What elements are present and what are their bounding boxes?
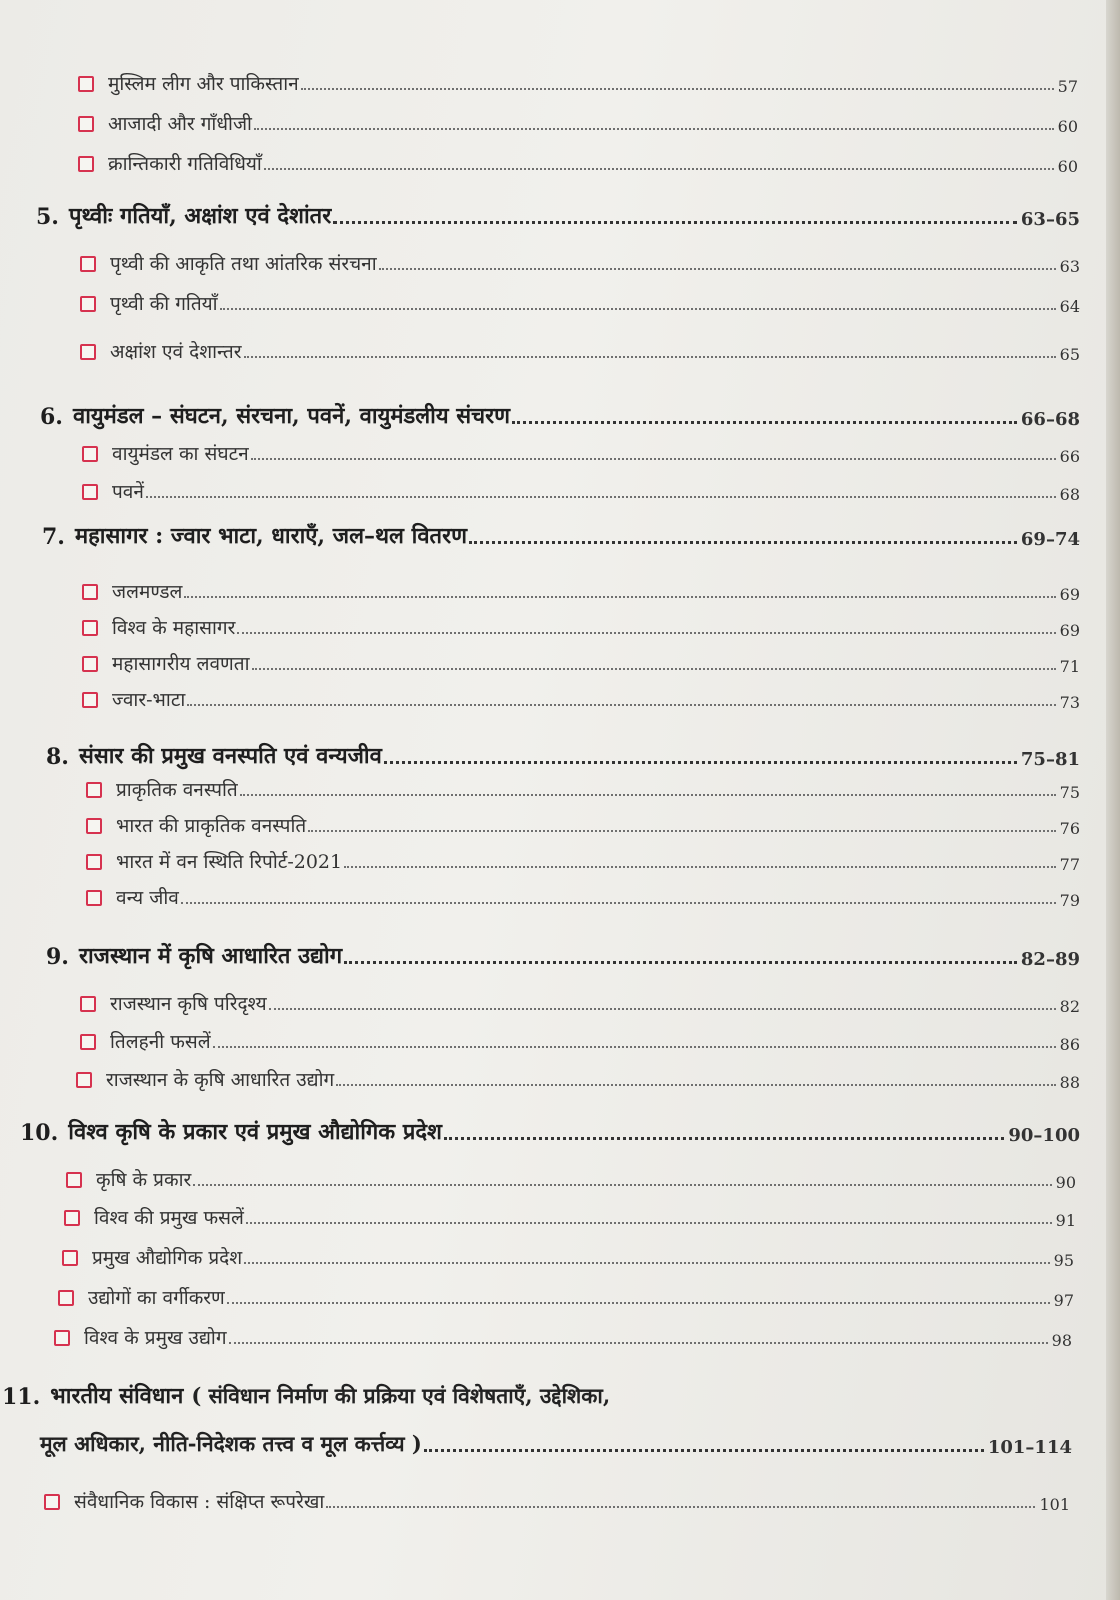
dot-leader [301, 88, 1054, 90]
section-number: 11. [2, 1384, 41, 1410]
entry-page: 60 [1057, 117, 1078, 136]
toc-entry [86, 812, 1080, 838]
entry-page: 57 [1057, 77, 1078, 96]
entry-title: ज्वार-भाटा [112, 689, 186, 711]
toc-entry [82, 478, 1080, 504]
dot-leader [181, 902, 1056, 904]
toc-section [46, 740, 1080, 770]
dot-leader [187, 704, 1055, 706]
entry-title: उद्योगों का वर्गीकरण [88, 1287, 225, 1309]
toc-entry [80, 250, 1080, 276]
section-title: राजस्थान में कृषि आधारित उद्योग [78, 943, 343, 969]
dot-leader [264, 168, 1054, 170]
entry-page: 60 [1057, 157, 1078, 176]
toc-section [20, 1116, 1080, 1146]
dot-leader [269, 1008, 1056, 1010]
checkbox-icon [82, 446, 98, 462]
entry-title: वायुमंडल का संघटन [112, 443, 249, 465]
dot-leader [246, 1222, 1052, 1224]
checkbox-icon [86, 854, 102, 870]
section-number: 6. [40, 404, 63, 430]
entry-page: 75 [1059, 783, 1080, 802]
toc-entry [78, 150, 1078, 176]
entry-title: राजस्थान के कृषि आधारित उद्योग [106, 1069, 335, 1091]
checkbox-icon [82, 692, 98, 708]
dot-leader [379, 268, 1056, 270]
dot-leader [220, 308, 1056, 310]
section-subtitle: ( संविधान निर्माण की प्रक्रिया एवं विशेषताएँ, उद्देशिका, [191, 1383, 611, 1408]
entry-page: 88 [1059, 1073, 1080, 1092]
section-pages: 75–81 [1020, 749, 1080, 770]
section-title: पृथ्वीः गतियाँ, अक्षांश एवं देशांतर [68, 203, 332, 229]
dot-leader [146, 496, 1056, 498]
entry-title: पृथ्वी की गतियाँ [110, 293, 218, 315]
dot-leader [244, 1262, 1049, 1264]
section-pages: 69–74 [1020, 529, 1080, 550]
toc-entry [82, 578, 1080, 604]
dot-leader [326, 1506, 1035, 1508]
checkbox-icon [64, 1210, 80, 1226]
entry-page: 64 [1059, 297, 1080, 316]
entry-page: 73 [1059, 693, 1080, 712]
dot-leader [512, 421, 1017, 424]
toc-entry [80, 1028, 1080, 1054]
section-pages: 101–114 [987, 1437, 1072, 1458]
dot-leader [240, 794, 1056, 796]
checkbox-icon [82, 620, 98, 636]
dot-leader [424, 1449, 984, 1452]
dot-leader [251, 458, 1056, 460]
entry-title: विश्व के महासागर [112, 617, 236, 639]
section-number: 10. [20, 1120, 59, 1146]
entry-page: 97 [1053, 1291, 1074, 1310]
dot-leader [333, 221, 1017, 224]
dot-leader [344, 866, 1056, 868]
section-title: महासागर : ज्वार भाटा, धाराएँ, जल–थल वितरण [74, 523, 467, 549]
toc-entry [44, 1488, 1070, 1514]
section-subtitle-cont: मूल अधिकार, नीति-निदेशक तत्त्व व मूल कर्त्तव्य ) [40, 1431, 422, 1456]
checkbox-icon [76, 1072, 92, 1088]
entry-page: 68 [1059, 485, 1080, 504]
toc-section [2, 1380, 1072, 1410]
dot-leader [184, 596, 1055, 598]
section-number: 5. [36, 204, 59, 230]
checkbox-icon [82, 584, 98, 600]
toc-entry [58, 1284, 1074, 1310]
checkbox-icon [82, 656, 98, 672]
entry-page: 77 [1059, 855, 1080, 874]
entry-title: जलमण्डल [112, 581, 183, 603]
section-pages: 90–100 [1008, 1125, 1080, 1146]
entry-page: 63 [1059, 257, 1080, 276]
entry-page: 101 [1039, 1495, 1070, 1514]
entry-title: प्राकृतिक वनस्पति [116, 779, 238, 801]
entry-page: 79 [1059, 891, 1080, 910]
checkbox-icon [80, 256, 96, 272]
entry-title: क्रान्तिकारी गतिविधियाँ [108, 153, 262, 175]
entry-title: अक्षांश एवं देशान्तर [110, 341, 242, 363]
toc-entry [82, 614, 1080, 640]
dot-leader [237, 632, 1055, 634]
entry-page: 69 [1059, 585, 1080, 604]
toc-entry [78, 110, 1078, 136]
section-pages: 82–89 [1020, 949, 1080, 970]
section-number: 9. [46, 944, 69, 970]
toc-entry [64, 1204, 1076, 1230]
toc-entry [82, 650, 1080, 676]
entry-page: 82 [1059, 997, 1080, 1016]
entry-title: पवनें [112, 481, 144, 503]
checkbox-icon [80, 996, 96, 1012]
dot-leader [469, 541, 1017, 544]
dot-leader [213, 1046, 1056, 1048]
dot-leader [344, 961, 1017, 964]
dot-leader [229, 1342, 1048, 1344]
section-title: वायुमंडल – संघटन, संरचना, पवनें, वायुमंडलीय संचरण [72, 403, 511, 429]
dot-leader [384, 761, 1017, 764]
toc-section-continued [40, 1430, 1072, 1458]
toc-entry [76, 1066, 1080, 1092]
entry-page: 66 [1059, 447, 1080, 466]
dot-leader [308, 830, 1055, 832]
checkbox-icon [78, 76, 94, 92]
entry-title: संवैधानिक विकास : संक्षिप्त रूपरेखा [74, 1491, 325, 1513]
entry-page: 90 [1055, 1173, 1076, 1192]
checkbox-icon [80, 344, 96, 360]
entry-title: वन्य जीव [116, 887, 179, 909]
entry-page: 76 [1059, 819, 1080, 838]
entry-title: भारत की प्राकृतिक वनस्पति [116, 815, 307, 837]
toc-section [46, 940, 1080, 970]
section-number: 8. [46, 744, 69, 770]
entry-page: 71 [1059, 657, 1080, 676]
entry-title: प्रमुख औद्योगिक प्रदेश [92, 1247, 243, 1269]
section-title: विश्व कृषि के प्रकार एवं प्रमुख औद्योगिक प्रदेश [68, 1119, 442, 1145]
toc-entry [86, 848, 1080, 874]
toc-entry [80, 290, 1080, 316]
checkbox-icon [80, 296, 96, 312]
checkbox-icon [86, 818, 102, 834]
checkbox-icon [54, 1330, 70, 1346]
entry-title: विश्व के प्रमुख उद्योग [84, 1327, 227, 1349]
checkbox-icon [62, 1250, 78, 1266]
toc-entry [86, 776, 1080, 802]
toc-section [40, 400, 1080, 430]
dot-leader [254, 128, 1054, 130]
checkbox-icon [82, 484, 98, 500]
entry-title: मुस्लिम लीग और पाकिस्तान [108, 73, 299, 95]
toc-entry [86, 884, 1080, 910]
entry-title: भारत में वन स्थिति रिपोर्ट-2021 [116, 851, 343, 873]
entry-title: राजस्थान कृषि परिदृश्य [110, 993, 267, 1015]
checkbox-icon [58, 1290, 74, 1306]
section-title: भारतीय संविधान [50, 1383, 184, 1409]
checkbox-icon [86, 890, 102, 906]
dot-leader [444, 1137, 1004, 1140]
checkbox-icon [78, 116, 94, 132]
section-number: 7. [42, 524, 65, 550]
dot-leader [336, 1084, 1055, 1086]
entry-page: 86 [1059, 1035, 1080, 1054]
dot-leader [252, 668, 1056, 670]
entry-title: आजादी और गाँधीजी [108, 113, 252, 135]
entry-page: 69 [1059, 621, 1080, 640]
toc-entry [82, 440, 1080, 466]
entry-page: 98 [1051, 1331, 1072, 1350]
toc-entry [54, 1324, 1072, 1350]
checkbox-icon [78, 156, 94, 172]
entry-title: कृषि के प्रकार [96, 1169, 192, 1191]
toc-entry [80, 990, 1080, 1016]
section-pages: 66–68 [1020, 409, 1080, 430]
entry-title: विश्व की प्रमुख फसलें [94, 1207, 244, 1229]
section-pages: 63–65 [1020, 209, 1080, 230]
checkbox-icon [86, 782, 102, 798]
dot-leader [227, 1302, 1050, 1304]
toc-entry [82, 686, 1080, 712]
toc-entry [66, 1166, 1076, 1192]
entry-title: तिलहनी फसलें [110, 1031, 211, 1053]
toc-entry [80, 338, 1080, 364]
section-title: संसार की प्रमुख वनस्पति एवं वन्यजीव [78, 743, 382, 769]
entry-title: महासागरीय लवणता [112, 653, 250, 675]
entry-page: 91 [1055, 1211, 1076, 1230]
toc-entry [62, 1244, 1074, 1270]
checkbox-icon [44, 1494, 60, 1510]
toc-section [42, 520, 1080, 550]
dot-leader [244, 356, 1056, 358]
checkbox-icon [80, 1034, 96, 1050]
toc-section [36, 200, 1080, 230]
entry-page: 95 [1053, 1251, 1074, 1270]
checkbox-icon [66, 1172, 82, 1188]
entry-title: पृथ्वी की आकृति तथा आंतरिक संरचना [110, 253, 377, 275]
dot-leader [193, 1184, 1051, 1186]
entry-page: 65 [1059, 345, 1080, 364]
toc-entry [78, 70, 1078, 96]
